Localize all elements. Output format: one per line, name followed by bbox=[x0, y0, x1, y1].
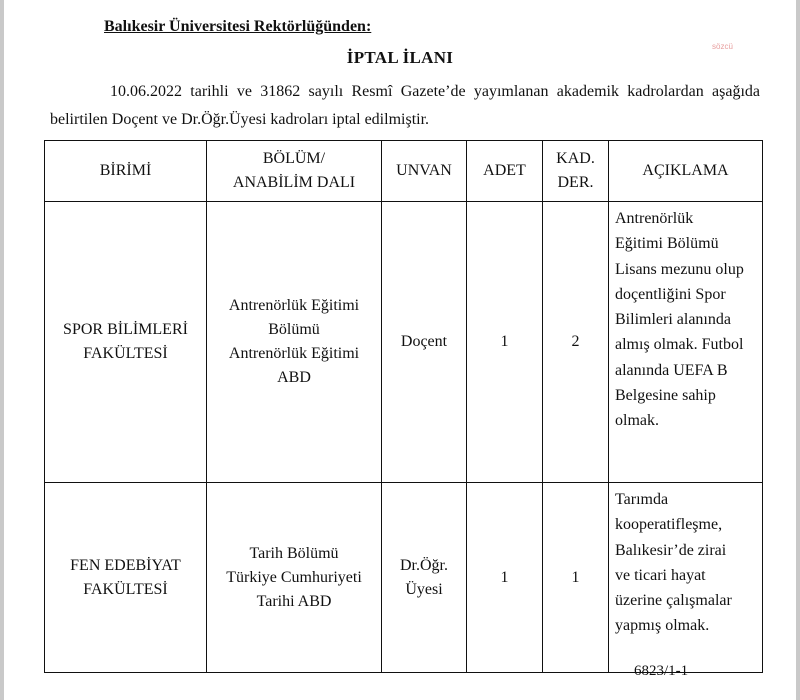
cell-lines bbox=[382, 330, 466, 354]
header-kad-der-line: DER. bbox=[557, 174, 594, 191]
header-adet: ADET bbox=[467, 141, 543, 202]
cell-lines bbox=[615, 487, 758, 639]
cell-adet: 1 bbox=[467, 483, 543, 673]
cell-aciklama bbox=[609, 483, 763, 673]
cell-line: üzerine çalışmalar bbox=[615, 592, 732, 610]
cell-line: Antrenörlük Eğitimi bbox=[228, 345, 360, 362]
cell-line: FAKÜLTESİ bbox=[83, 580, 168, 598]
header-bolum-line: ANABİLİM DALI bbox=[232, 174, 356, 191]
watermark: sözcü bbox=[712, 42, 733, 51]
cell-line: Tarımda bbox=[615, 491, 669, 508]
cell-aciklama bbox=[609, 202, 763, 483]
cell-line: Balıkesir’de zirai bbox=[615, 541, 727, 559]
table-row bbox=[45, 483, 763, 673]
cell-line: Türkiye Cumhuriyeti bbox=[226, 568, 362, 586]
cell-line: Tarihi ABD bbox=[256, 592, 332, 610]
cell-line: Üyesi bbox=[405, 580, 443, 598]
cell-line: kooperatifleşme, bbox=[615, 516, 723, 534]
cell-lines bbox=[207, 542, 381, 614]
cell-line: SPOR BİLİMLERİ bbox=[63, 321, 188, 338]
header-bolum-lines bbox=[207, 147, 381, 195]
cell-line: FEN EDEBİYAT bbox=[70, 556, 181, 574]
cell-kad-der: 2 bbox=[543, 202, 609, 483]
header-kad-der-line: KAD. bbox=[556, 150, 595, 167]
cell-line: Antrenörlük bbox=[615, 210, 694, 227]
cell-unvan bbox=[382, 202, 467, 483]
cell-bolum bbox=[207, 202, 382, 483]
cell-line: almış olmak. Futbol bbox=[615, 336, 744, 354]
header-birimi: BİRİMİ bbox=[45, 141, 207, 202]
cell-kad-der: 1 bbox=[543, 483, 609, 673]
cell-line: yapmış olmak. bbox=[615, 617, 710, 635]
cell-lines bbox=[45, 318, 206, 366]
cell-birimi bbox=[45, 202, 207, 483]
cell-line: Dr.Öğr. bbox=[400, 556, 448, 574]
cell-line: olmak. bbox=[615, 412, 659, 430]
cell-line: Tarih Bölümü bbox=[249, 544, 339, 562]
cell-line: Eğitimi Bölümü bbox=[615, 235, 719, 253]
table-header-row bbox=[45, 141, 763, 202]
header-bolum-line: BÖLÜM/ bbox=[262, 150, 326, 167]
cell-line: Lisans mezunu olup bbox=[615, 260, 744, 278]
header-unvan: UNVAN bbox=[382, 141, 467, 202]
cell-adet: 1 bbox=[467, 202, 543, 483]
cell-line: doçentliğini Spor bbox=[615, 285, 726, 303]
cell-bolum bbox=[207, 483, 382, 673]
cell-line: FAKÜLTESİ bbox=[83, 345, 168, 362]
header-kad-der bbox=[543, 141, 609, 202]
cell-lines bbox=[45, 554, 206, 602]
cancellation-table bbox=[44, 140, 763, 673]
header-bolum bbox=[207, 141, 382, 202]
cell-unvan bbox=[382, 483, 467, 673]
header-aciklama: AÇIKLAMA bbox=[609, 141, 763, 202]
cell-lines bbox=[207, 294, 381, 390]
header-kad-der-lines bbox=[543, 147, 608, 195]
cell-line: alanında UEFA B bbox=[615, 361, 728, 379]
cell-lines bbox=[382, 554, 466, 602]
cell-line: ve ticari hayat bbox=[615, 566, 706, 584]
cell-line: ABD bbox=[277, 369, 311, 386]
cell-lines bbox=[615, 206, 758, 434]
cell-line: Belgesine sahip bbox=[615, 387, 716, 405]
cell-line: Antrenörlük Eğitimi bbox=[228, 297, 360, 314]
footer-code: 6823/1-1 bbox=[634, 663, 689, 679]
cell-line: Doçent bbox=[400, 333, 448, 350]
document-title: İPTAL İLANI bbox=[346, 48, 454, 67]
document-page bbox=[4, 0, 796, 700]
cell-birimi bbox=[45, 483, 207, 673]
cell-line: Bilimleri alanında bbox=[615, 311, 731, 329]
document-heading: Balıkesir Üniversitesi Rektörlüğünden: bbox=[104, 18, 372, 35]
table-row bbox=[45, 202, 763, 483]
cell-line: Bölümü bbox=[268, 321, 320, 338]
intro-paragraph: 10.06.2022 tarihli ve 31862 sayılı Resmî Gazete’de yayımlanan akademik kadrolardan aşağıda belirtilen Doçent ve Dr.Öğr.Üyesi kadroları iptal edilmiştir. bbox=[50, 83, 760, 128]
